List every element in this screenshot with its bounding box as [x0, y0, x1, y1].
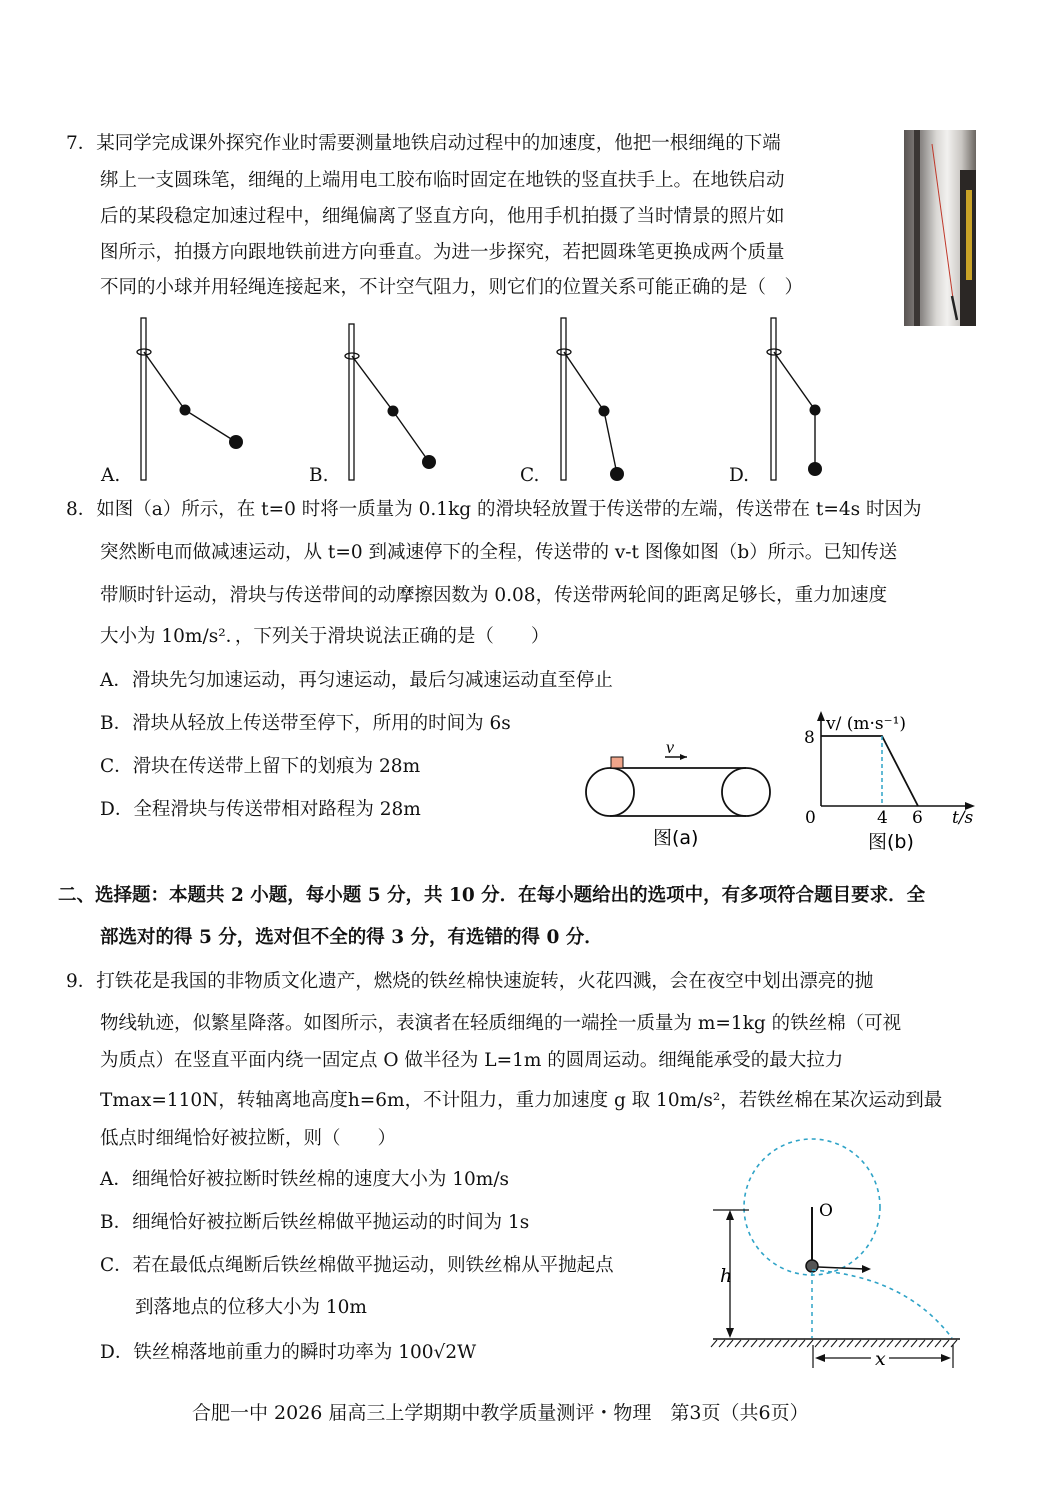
- q8-line-2: 突然断电而做减速运动，从 t=0 到减速停下的全程，传送带的 v-t 图像如图（b）所示。已知传送: [100, 542, 898, 563]
- figure-b-caption: 图(b): [868, 831, 914, 853]
- section2-heading-line-1: 二、选择题：本题共 2 小题，每小题 5 分，共 10 分．在每小题给出的选项中，有多项符合题目要求．全: [58, 885, 926, 906]
- q8-option-c: C．滑块在传送带上留下的划痕为 28m: [100, 756, 421, 777]
- q9-option-c-cont: 到落地点的位移大小为 10m: [135, 1297, 367, 1318]
- section2-heading-line-2: 部选对的得 5 分，选对但不全的得 3 分，有选错的得 0 分．: [100, 927, 603, 948]
- vt-xtick-0: 0: [805, 808, 816, 828]
- circular-motion-figure: [705, 1140, 975, 1370]
- q8-option-a: A．滑块先匀加速运动，再匀速运动，最后匀减速运动直至停止: [100, 670, 613, 691]
- q9-option-d: D．铁丝棉落地前重力的瞬时功率为 100√2W: [100, 1342, 477, 1363]
- q9-line-2: 物线轨迹，似繁星降落。如图所示，表演者在轻质细绳的一端拴一质量为 m=1kg 的铁丝棉（可视: [100, 1013, 902, 1034]
- q9-line-5: 低点时细绳恰好被拉断，则（ ）: [100, 1128, 397, 1149]
- figure-a-caption: 图(a): [653, 827, 699, 849]
- q8-option-b: B．滑块从轻放上传送带至停下，所用的时间为 6s: [100, 713, 511, 734]
- vt-graph: [800, 705, 990, 855]
- q7-option-b: B.: [309, 465, 329, 486]
- height-h-label: h: [720, 1265, 733, 1287]
- q8-line-1: 8．如图（a）所示，在 t=0 时将一质量为 0.1kg 的滑块轻放置于传送带的左端，传送带在 t=4s 时因为: [66, 499, 922, 520]
- q9-option-a: A．细绳恰好被拉断时铁丝棉的速度大小为 10m/s: [100, 1169, 510, 1190]
- vt-ytick-8: 8: [804, 728, 815, 748]
- vt-ylabel: v/ (m·s⁻¹): [826, 714, 907, 734]
- q7-option-diagrams: [90, 314, 970, 484]
- subway-handrail-photo: [904, 130, 976, 326]
- page-footer: 合肥一中 2026 届高三上学期期中教学质量测评・物理 第3页（共6页）: [192, 1402, 809, 1424]
- q9-line-4: Tmax=110N，转轴离地高度h=6m，不计阻力，重力加速度 g 取 10m/s²，若铁丝棉在某次运动到最: [100, 1090, 943, 1111]
- q7-line-1: 7．某同学完成课外探究作业时需要测量地铁启动过程中的加速度，他把一根细绳的下端: [66, 133, 781, 154]
- q7-line-4: 图所示，拍摄方向跟地铁前进方向垂直。为进一步探究，若把圆珠笔更换成两个质量: [100, 242, 785, 263]
- q9-option-c: C．若在最低点绳断后铁丝棉做平抛运动，则铁丝棉从平抛起点: [100, 1255, 614, 1276]
- range-x-label: x: [875, 1348, 886, 1370]
- q8-line-3: 带顺时针运动，滑块与传送带间的动摩擦因数为 0.08，传送带两轮间的距离足够长，重力加速度: [100, 585, 888, 606]
- conveyor-figure: [583, 735, 783, 855]
- pivot-o-label: O: [819, 1201, 833, 1221]
- q9-line-3: 为质点）在竖直平面内绕一固定点 O 做半径为 L=1m 的圆周运动。细绳能承受的最大拉力: [100, 1050, 844, 1071]
- q8-line-4: 大小为 10m/s²．，下列关于滑块说法正确的是（ ）: [100, 626, 550, 647]
- q7-option-d: D.: [729, 465, 750, 486]
- vt-xtick-6: 6: [912, 808, 923, 828]
- q9-line-1: 9．打铁花是我国的非物质文化遗产，燃烧的铁丝棉快速旋转，火花四溅，会在夜空中划出漂亮的抛: [66, 971, 874, 992]
- q8-option-d: D．全程滑块与传送带相对路程为 28m: [100, 799, 421, 820]
- q7-line-3: 后的某段稳定加速过程中，细绳偏离了竖直方向，他用手机拍摄了当时情景的照片如: [100, 206, 785, 227]
- q7-option-a: A.: [101, 465, 121, 486]
- vt-xlabel: t/s: [952, 808, 974, 828]
- q7-option-c: C.: [520, 465, 540, 486]
- q9-option-b: B．细绳恰好被拉断后铁丝棉做平抛运动的时间为 1s: [100, 1212, 530, 1233]
- q7-line-2: 绑上一支圆珠笔，细绳的上端用电工胶布临时固定在地铁的竖直扶手上。在地铁启动: [100, 170, 785, 191]
- q7-line-5: 不同的小球并用轻绳连接起来，不计空气阻力，则它们的位置关系可能正确的是（ ）: [100, 277, 804, 298]
- vt-xtick-4: 4: [877, 808, 888, 828]
- belt-velocity-label: v: [666, 737, 674, 757]
